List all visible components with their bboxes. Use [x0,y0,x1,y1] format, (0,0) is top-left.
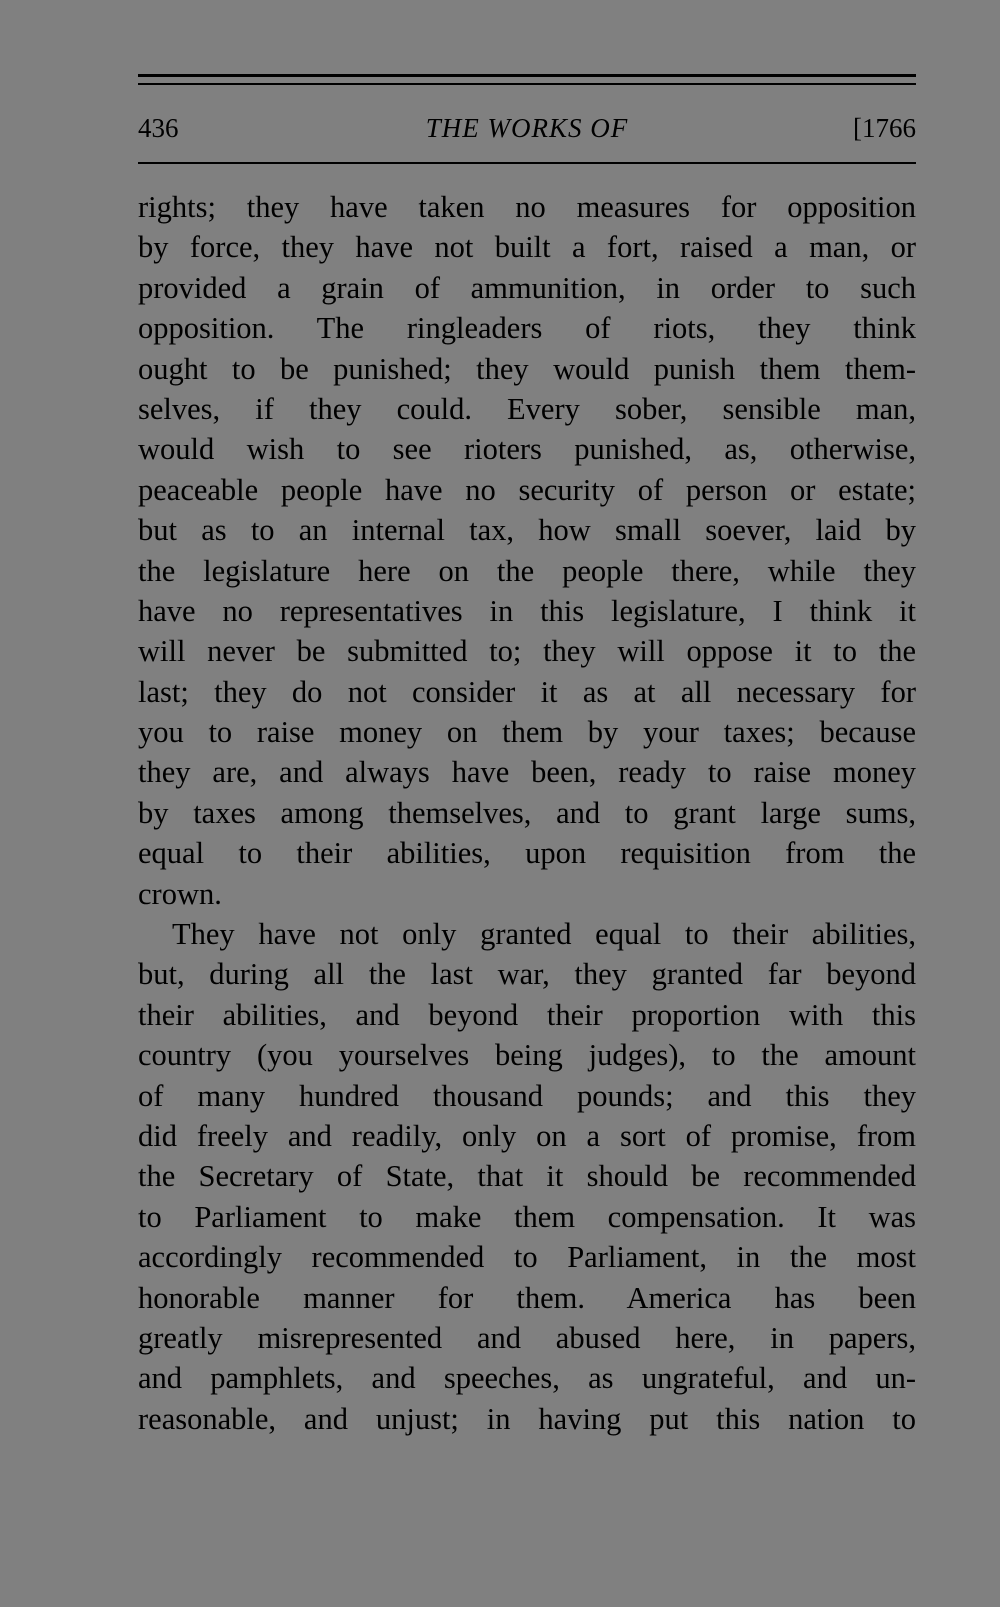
header-rule [138,162,916,164]
text-line: accordingly recommended to Parliament, in the most [138,1240,916,1275]
text-line: you to raise money on them by your taxes; because [138,715,916,750]
running-year: [1766 [853,113,916,143]
text-line: by force, they have not built a fort, raised a man, or [138,230,916,265]
running-title: THE WORKS OF [425,113,629,143]
text-line: have no representatives in this legislature, I think it [138,593,916,628]
text-line: last; they do not consider it as at all necessary for [138,674,916,709]
text-line: greatly misrepresented and abused here, in papers, [138,1320,916,1355]
text-line: will never be submitted to; they will oppose it to the [138,634,916,669]
text-line: their abilities, and beyond their proportion with this [138,997,916,1032]
text-line: they are, and always have been, ready to raise money [138,755,916,790]
text-line: opposition. The ringleaders of riots, they think [138,311,916,346]
text-line: crown. [138,876,222,911]
text-line: rights; they have taken no measures for opposition [138,190,916,224]
running-header [138,109,916,147]
text-line: equal to their abilities, upon requisition from the [138,836,916,871]
text-line: peaceable people have no security of person or estate; [138,472,916,507]
text-line: honorable manner for them. America has been [138,1280,916,1315]
top-rule [138,74,916,77]
text-line: the legislature here on the people there, while they [138,553,916,588]
text-line: provided a grain of ammunition, in order to such [138,270,916,305]
text-line: selves, if they could. Every sober, sensible man, [138,391,916,426]
text-line: ought to be punished; they would punish them them- [138,351,916,386]
text-line: but, during all the last war, they granted far beyond [138,957,916,992]
page-number: 436 [138,113,179,143]
text-line: and pamphlets, and speeches, as ungrateful, and un- [138,1361,916,1396]
body-text [138,187,916,1439]
paragraph-2 [138,914,916,1439]
text-line: the Secretary of State, that it should be recommended [138,1159,916,1194]
text-line: They have not only granted equal to their abilities, [172,917,916,952]
text-line: did freely and readily, only on a sort of promise, from [138,1118,916,1153]
top-rule-thin [138,83,916,85]
text-line: country (you yourselves being judges), to the amount [138,1038,916,1073]
text-line: reasonable, and unjust; in having put this nation to [138,1401,916,1436]
text-line: but as to an internal tax, how small soever, laid by [138,513,916,548]
text-line: of many hundred thousand pounds; and this they [138,1078,916,1113]
paragraph-1 [138,187,916,914]
text-line: by taxes among themselves, and to grant large sums, [138,795,916,830]
text-line: to Parliament to make them compensation. It was [138,1199,916,1234]
text-line: would wish to see rioters punished, as, otherwise, [138,432,916,467]
